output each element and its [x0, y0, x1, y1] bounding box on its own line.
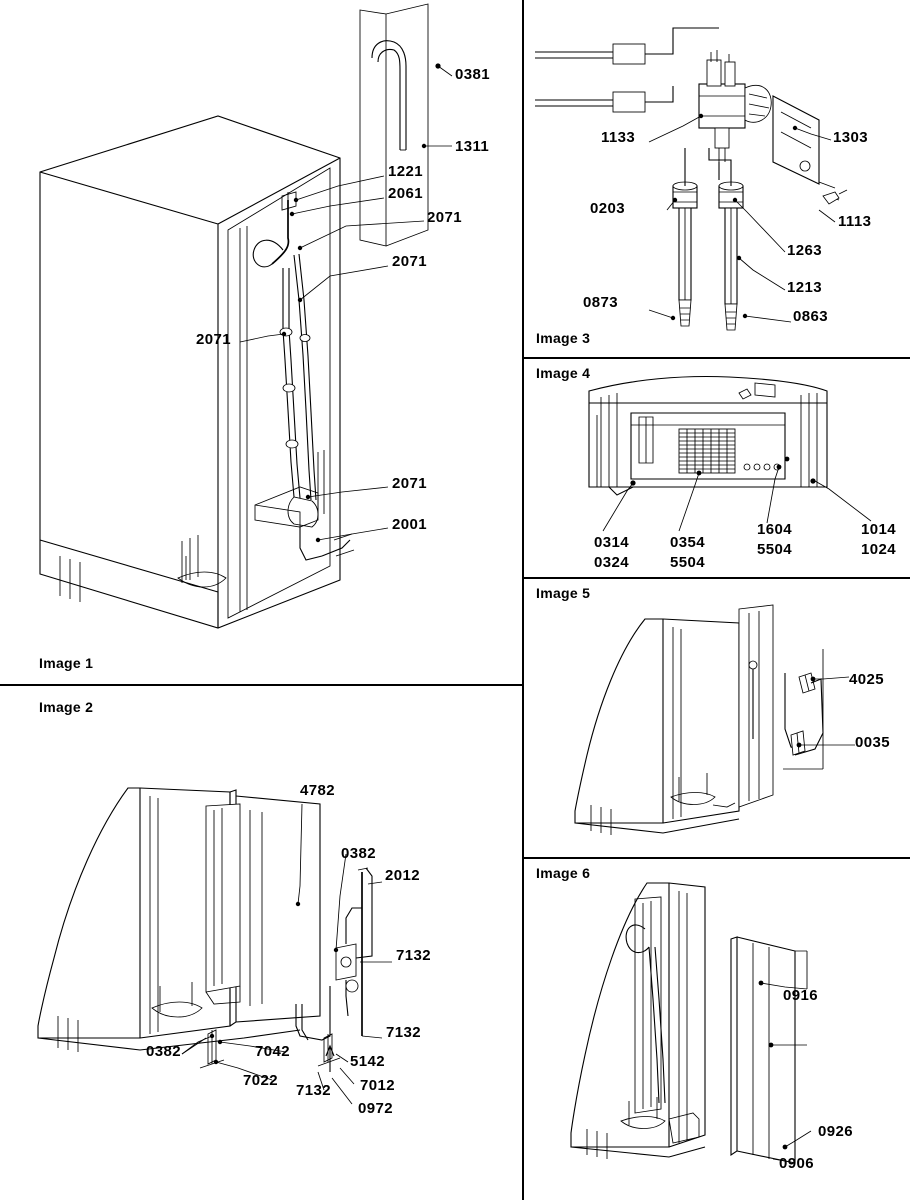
panel-image6 — [523, 859, 910, 1200]
callout-1133: 1133 — [601, 129, 636, 146]
caption-image1: Image 1 — [39, 655, 94, 671]
caption-image4: Image 4 — [536, 365, 591, 381]
callout-0314: 0314 — [594, 534, 629, 551]
callout-0354: 0354 — [670, 534, 705, 551]
caption-image6: Image 6 — [536, 865, 591, 881]
callout-0382-a: 0382 — [341, 845, 376, 862]
panel-image2 — [0, 686, 522, 1200]
callout-7132-b: 7132 — [386, 1024, 421, 1041]
callout-1311: 1311 — [455, 138, 490, 155]
callout-0324: 0324 — [594, 554, 629, 571]
callout-1014: 1014 — [861, 521, 896, 538]
callout-1263: 1263 — [787, 242, 822, 259]
callout-4025: 4025 — [849, 671, 884, 688]
callout-1024: 1024 — [861, 541, 896, 558]
callout-0926: 0926 — [818, 1123, 853, 1140]
callout-1303: 1303 — [833, 129, 868, 146]
callout-2071-d: 2071 — [392, 475, 427, 492]
callout-2071-a: 2071 — [427, 209, 462, 226]
image3-drawing — [523, 0, 910, 357]
callout-4782: 4782 — [300, 782, 335, 799]
image5-drawing — [523, 579, 910, 857]
panel-image3 — [523, 0, 910, 357]
image6-drawing — [523, 859, 910, 1200]
callout-7132-c: 7132 — [296, 1082, 331, 1099]
callout-0873: 0873 — [583, 294, 618, 311]
callout-0382-b: 0382 — [146, 1043, 181, 1060]
callout-5504-a: 5504 — [670, 554, 705, 571]
callout-2071-c: 2071 — [196, 331, 231, 348]
caption-image5: Image 5 — [536, 585, 591, 601]
caption-image3: Image 3 — [536, 330, 591, 346]
callout-0906: 0906 — [779, 1155, 814, 1172]
callout-7042: 7042 — [255, 1043, 290, 1060]
callout-1604: 1604 — [757, 521, 792, 538]
callout-7132-a: 7132 — [396, 947, 431, 964]
image2-drawing — [0, 686, 522, 1200]
callout-0863: 0863 — [793, 308, 828, 325]
caption-image2: Image 2 — [39, 699, 94, 715]
callout-0972: 0972 — [358, 1100, 393, 1117]
panel-image1 — [0, 0, 522, 684]
image4-drawing — [523, 359, 910, 577]
callout-1221: 1221 — [388, 163, 423, 180]
callout-1213: 1213 — [787, 279, 822, 296]
callout-2061: 2061 — [388, 185, 423, 202]
panel-image5 — [523, 579, 910, 857]
callout-0381: 0381 — [455, 66, 490, 83]
callout-0916: 0916 — [783, 987, 818, 1004]
callout-2071-b: 2071 — [392, 253, 427, 270]
callout-5504-b: 5504 — [757, 541, 792, 558]
callout-7012: 7012 — [360, 1077, 395, 1094]
image1-drawing — [0, 0, 522, 684]
panel-image4 — [523, 359, 910, 577]
callout-2012: 2012 — [385, 867, 420, 884]
callout-2001: 2001 — [392, 516, 427, 533]
callout-0203: 0203 — [590, 200, 625, 217]
callout-1113: 1113 — [838, 213, 872, 230]
callout-0035: 0035 — [855, 734, 890, 751]
callout-5142: 5142 — [350, 1053, 385, 1070]
callout-7022: 7022 — [243, 1072, 278, 1089]
